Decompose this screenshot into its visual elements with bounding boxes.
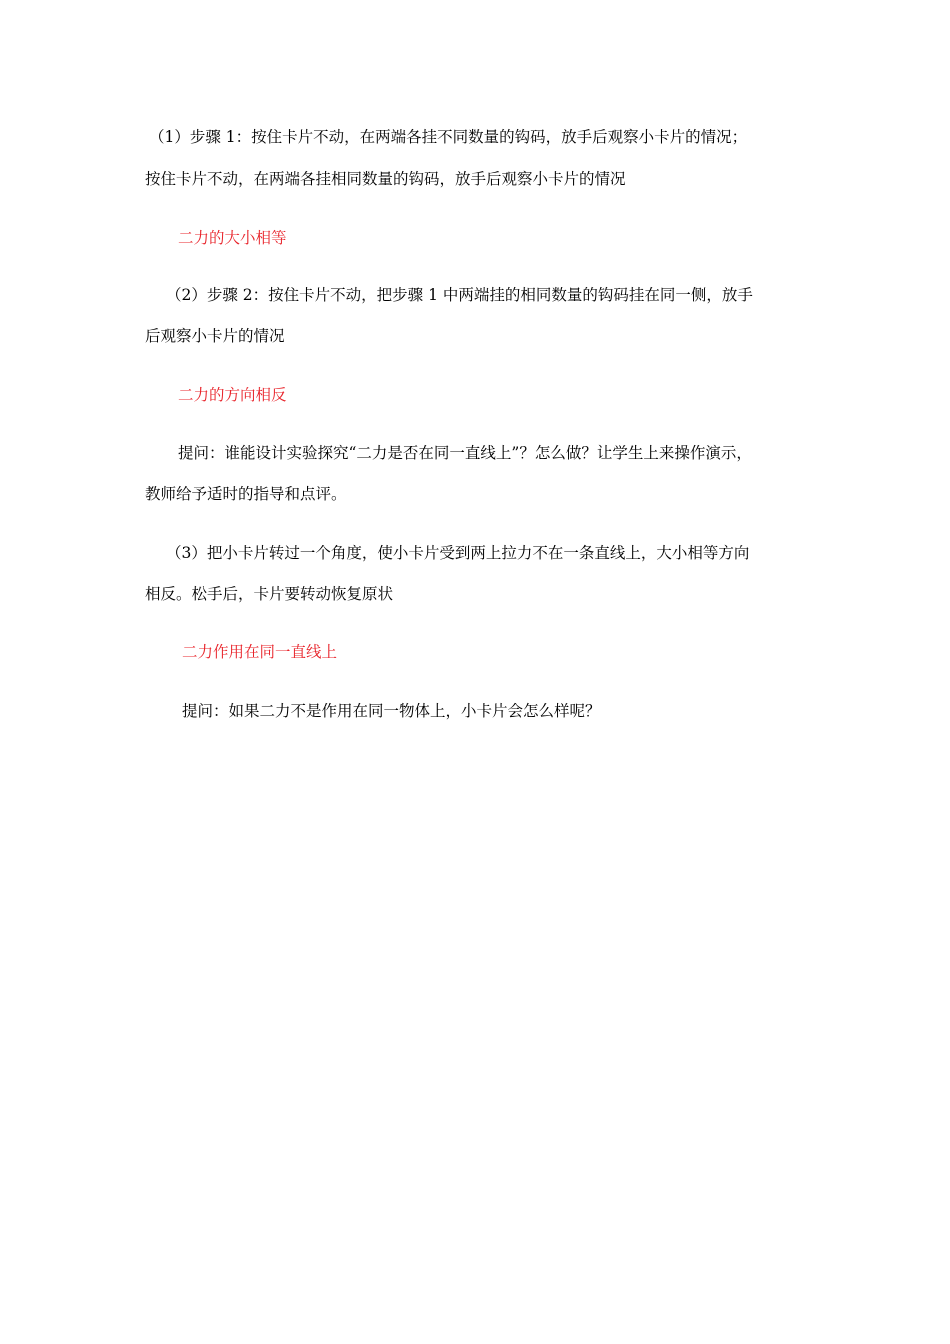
step2-line-1: （2）步骤 2：按住卡片不动，把步骤 1 中两端挂的相同数量的钩码挂在同一侧，放手 (166, 286, 753, 304)
step1-line-1: （1）步骤 1：按住卡片不动，在两端各挂不同数量的钩码，放手后观察小卡片的情况； (149, 128, 748, 146)
step1-line-2: 按住卡片不动，在两端各挂相同数量的钩码，放手后观察小卡片的情况 (145, 170, 626, 188)
question1-line-2: 教师给予适时的指导和点评。 (145, 485, 347, 503)
step3-line-2: 相反。松手后，卡片要转动恢复原状 (145, 585, 394, 603)
question2-line-1: 提问：如果二力不是作用在同一物体上，小卡片会怎么样呢？ (182, 702, 601, 720)
conclusion-opposite-direction: 二力的方向相反 (178, 386, 287, 404)
conclusion-same-line: 二力作用在同一直线上 (182, 643, 338, 661)
conclusion-equal-magnitude: 二力的大小相等 (178, 229, 287, 247)
step3-line-1: （3）把小卡片转过一个角度，使小卡片受到两上拉力不在一条直线上，大小相等方向 (166, 544, 750, 562)
step2-line-2: 后观察小卡片的情况 (145, 327, 285, 345)
question1-line-1: 提问：谁能设计实验探究“二力是否在同一直线上”？怎么做？让学生上来操作演示， (178, 444, 752, 462)
